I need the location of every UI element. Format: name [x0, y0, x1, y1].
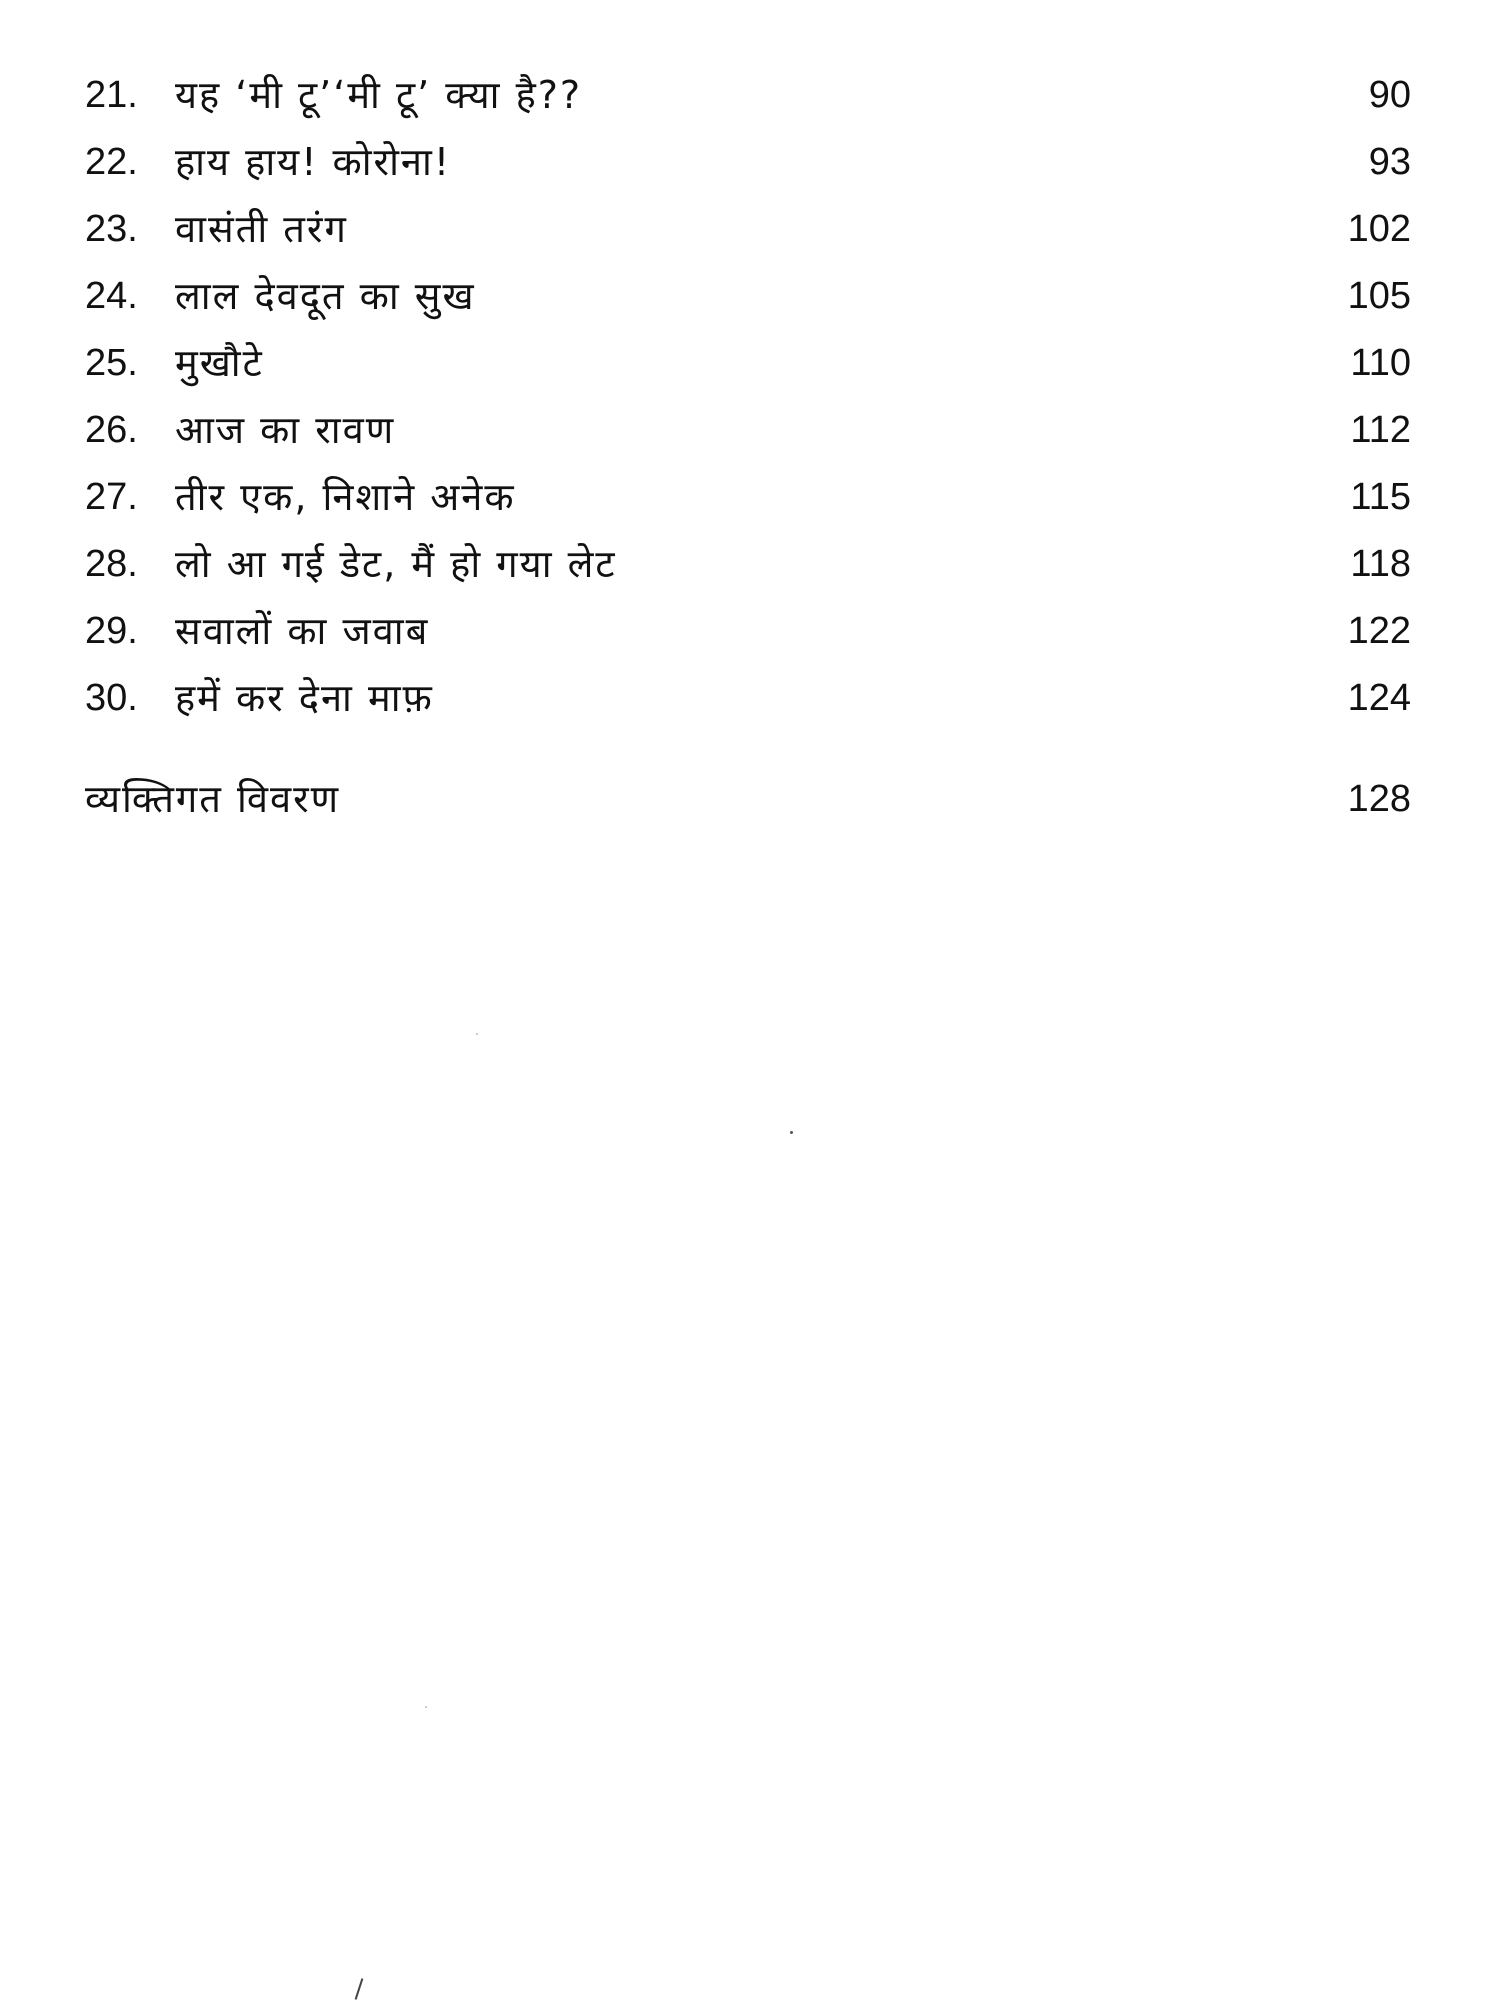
toc-entry-number: 26. [85, 409, 138, 451]
toc-entry-25 [85, 330, 1411, 397]
toc-entry-page: 118 [1350, 543, 1411, 585]
scan-mark [355, 1978, 364, 2000]
toc-entry-number: 24. [85, 275, 138, 317]
toc-entry-number: 27. [85, 476, 138, 518]
toc-entry-28 [85, 531, 1411, 598]
toc-entry-title: लाल देवदूत का सुख [175, 274, 476, 318]
toc-entry-title: वासंती तरंग [175, 207, 348, 251]
toc-entry-26 [85, 397, 1411, 464]
toc-entry-number: 25. [85, 342, 138, 384]
toc-entry-title: सवालों का जवाब [175, 609, 430, 653]
toc-entry-number: 30. [85, 677, 138, 719]
toc-entry-title: यह ‘मी टू’‘मी टू’ क्या है?? [175, 73, 583, 117]
toc-entry-22 [85, 129, 1411, 196]
scan-speck [790, 1131, 793, 1134]
toc-entry-title: हमें कर देना माफ़ [175, 676, 434, 720]
scan-speck [476, 1033, 478, 1035]
toc-entry-21 [85, 62, 1411, 129]
table-of-contents [85, 62, 1411, 833]
toc-entry-title: मुखौटे [175, 341, 264, 385]
toc-entry-page: 90 [1368, 74, 1411, 116]
toc-entry-page: 112 [1350, 409, 1411, 451]
scan-speck [425, 1706, 427, 1708]
toc-entry-number: 23. [85, 208, 138, 250]
toc-entry-number: 22. [85, 141, 138, 183]
toc-entry-23 [85, 196, 1411, 263]
toc-entry-number: 21. [85, 74, 138, 116]
toc-entry-page: 93 [1368, 141, 1411, 183]
toc-entry-title: लो आ गई डेट, मैं हो गया लेट [175, 542, 617, 586]
toc-appendix-page: 128 [1347, 778, 1411, 820]
toc-entry-29 [85, 598, 1411, 665]
toc-entry-page: 105 [1347, 275, 1411, 317]
toc-entry-appendix [85, 766, 1411, 833]
toc-entry-page: 102 [1347, 208, 1411, 250]
toc-entry-title: तीर एक, निशाने अनेक [175, 475, 516, 519]
toc-entry-24 [85, 263, 1411, 330]
toc-entry-page: 115 [1350, 476, 1411, 518]
toc-entry-page: 122 [1347, 610, 1411, 652]
toc-entry-27 [85, 464, 1411, 531]
toc-entry-number: 29. [85, 610, 138, 652]
toc-entry-30 [85, 665, 1411, 732]
toc-entry-title: आज का रावण [175, 408, 396, 452]
toc-entry-number: 28. [85, 543, 138, 585]
toc-entry-page: 124 [1347, 677, 1411, 719]
toc-appendix-title: व्यक्तिगत विवरण [85, 777, 341, 821]
toc-entry-title: हाय हाय! कोरोना! [175, 140, 452, 184]
toc-entry-page: 110 [1350, 342, 1411, 384]
